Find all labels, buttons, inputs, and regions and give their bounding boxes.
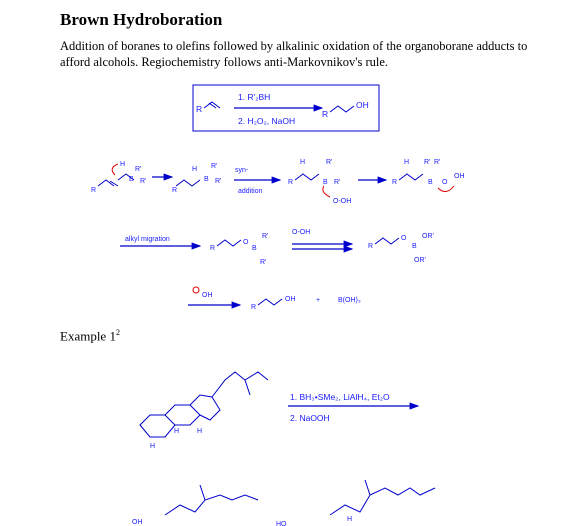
svg-text:R: R (288, 179, 294, 186)
overview-start-r: R (196, 104, 203, 114)
example-h-label-1: H (174, 428, 180, 435)
page-title: Brown Hydroboration (60, 10, 223, 29)
svg-text:B: B (129, 176, 134, 183)
example-h-label-2: H (197, 428, 203, 435)
example-label: Example 1 (60, 328, 116, 344)
overview-reaction (193, 85, 379, 131)
transition-complex-2 (176, 180, 200, 186)
boric-acid-label: B(OH)₃ (338, 297, 361, 304)
plus-sign: + (316, 297, 321, 304)
product-2-fragment (330, 480, 435, 515)
svg-text:H: H (120, 161, 126, 168)
example-1-reaction (132, 372, 435, 526)
final-alcohol (258, 299, 282, 305)
example-reference: 2 (115, 328, 120, 337)
example-reagent-1: 1. BH₃•SMe₂, LiAlH₄, Et₂O (290, 392, 390, 402)
alkyl-migration-label: alkyl migration (125, 236, 170, 243)
overview-reagent-1: 1. R'₂BH (238, 92, 271, 102)
borate-ester (375, 238, 399, 244)
hydroxide-label: OH (202, 292, 213, 299)
svg-text:B: B (412, 243, 417, 250)
svg-text:R': R' (211, 163, 218, 170)
electron-arrow-3 (438, 186, 454, 192)
steroid-substrate (140, 372, 268, 437)
mechanism-row-2 (120, 229, 434, 266)
svg-text:R: R (251, 304, 257, 311)
svg-text:O-OH: O-OH (292, 229, 311, 236)
product-2-h: H (347, 516, 353, 523)
example-h-label-3: H (150, 443, 156, 450)
svg-text:R: R (210, 245, 216, 252)
svg-text:R: R (368, 243, 374, 250)
svg-text:R: R (172, 187, 178, 194)
product-1-fragment (165, 485, 258, 515)
boronate-structure-1 (217, 240, 241, 246)
product-1-oh: OH (132, 519, 143, 526)
overview-product-oh: OH (356, 100, 369, 110)
borate-structure-1 (295, 174, 319, 180)
description-paragraph: Addition of boranes to olefins followed by alkalinic oxidation of the organoborane adducts to afford alcohols. Regiochemistry follows anti-Markovnikov's rule. (60, 39, 528, 69)
overview-reagent-2: 2. H₂O₂, NaOH (238, 116, 296, 126)
svg-text:O: O (442, 179, 448, 186)
hydroxide-charge (193, 287, 199, 293)
svg-text:H: H (192, 166, 198, 173)
svg-text:R': R' (262, 233, 269, 240)
svg-text:OR': OR' (414, 257, 426, 264)
svg-text:OH: OH (454, 173, 465, 180)
svg-text:R': R' (135, 166, 142, 173)
svg-text:OR': OR' (422, 233, 434, 240)
svg-text:R': R' (424, 159, 431, 166)
example-reagent-2: 2. NaOOH (290, 413, 330, 423)
svg-text:R': R' (215, 178, 222, 185)
addition-label: addition (238, 188, 263, 195)
syn-label: syn- (235, 167, 249, 174)
svg-text:R': R' (434, 159, 441, 166)
svg-text:O-OH: O-OH (333, 198, 352, 205)
svg-text:O: O (243, 239, 249, 246)
svg-text:B: B (323, 179, 328, 186)
mechanism-row-1 (91, 159, 465, 205)
alcohol-chain (330, 106, 354, 112)
svg-text:H: H (300, 159, 306, 166)
svg-text:B: B (204, 176, 209, 183)
electron-arrow-1 (112, 164, 118, 175)
svg-text:B: B (428, 179, 433, 186)
svg-text:R': R' (326, 159, 333, 166)
svg-text:R': R' (260, 259, 267, 266)
borate-structure-2 (399, 174, 423, 180)
product-2-ho: HO (276, 521, 287, 526)
svg-text:O: O (401, 235, 407, 242)
r-label-1: R (91, 187, 97, 194)
final-oh-label: OH (285, 296, 296, 303)
svg-text:H: H (404, 159, 410, 166)
electron-arrow-2 (323, 186, 330, 197)
svg-text:R': R' (140, 178, 147, 185)
mechanism-row-3 (188, 287, 361, 311)
svg-text:B: B (252, 245, 257, 252)
svg-text:R': R' (334, 179, 341, 186)
alkene-structure (204, 102, 220, 108)
overview-product-r: R (322, 109, 329, 119)
svg-text:R: R (392, 179, 398, 186)
